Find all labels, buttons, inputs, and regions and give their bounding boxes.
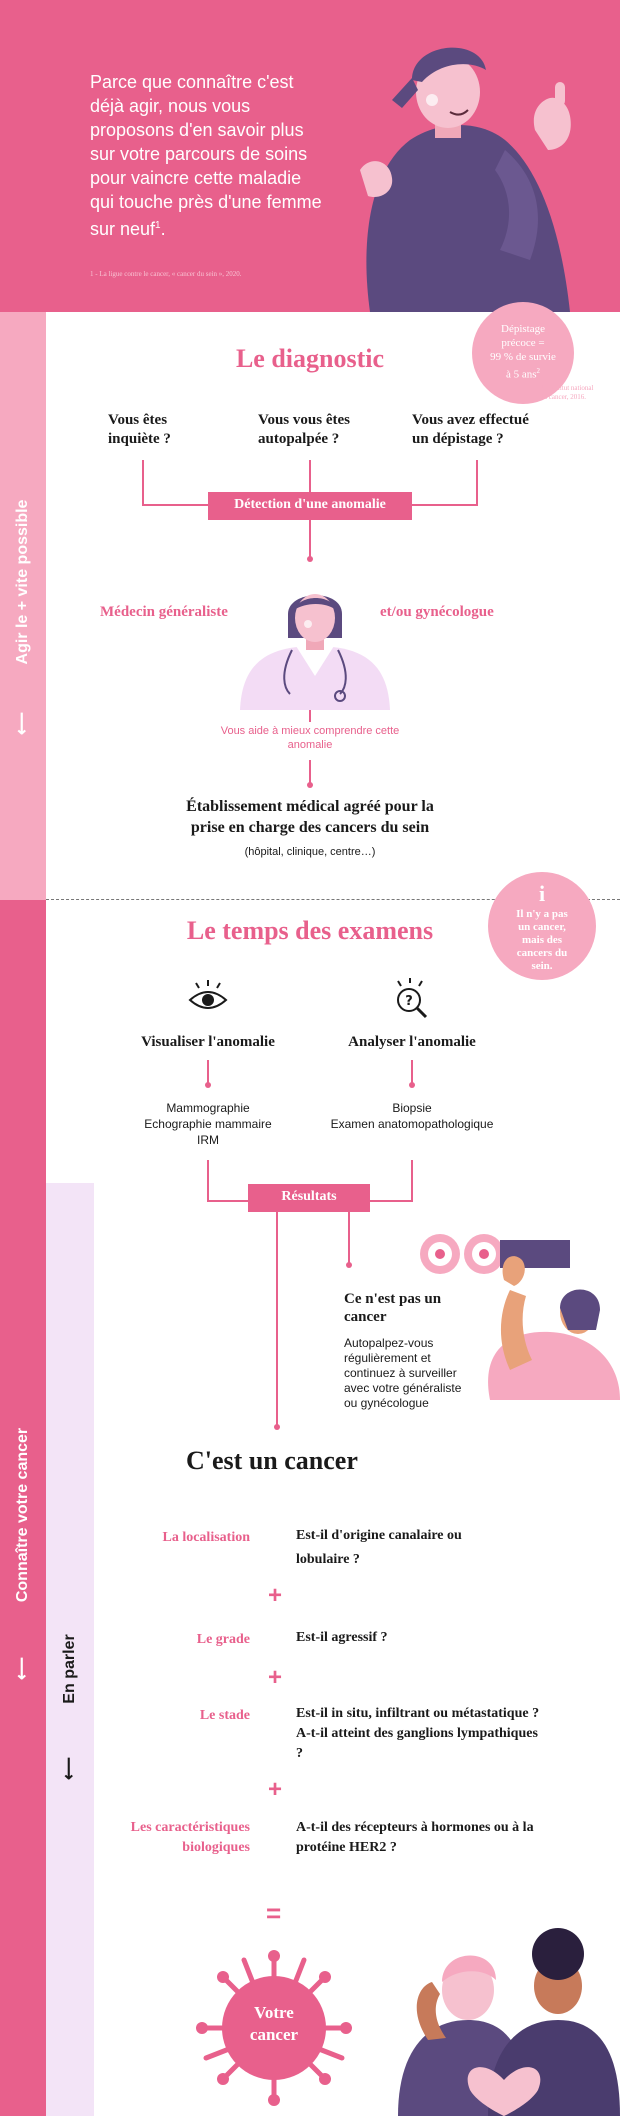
question-inquiete: Vous êtes inquiète ? (108, 412, 171, 447)
badge-line-4 (472, 364, 574, 382)
plus-3: + (268, 1776, 283, 1803)
connector-q1 (142, 460, 144, 506)
magnifier-question-icon (392, 976, 430, 1020)
row-localisation-label: La localisation (162, 1530, 250, 1545)
connector-detection-down (309, 520, 311, 558)
doctor-cheek (304, 620, 312, 628)
hero-intro-sup: 1 (155, 220, 161, 231)
badge-footnote-1: 2 - Institut national (540, 384, 594, 392)
hero-intro-text: Parce que connaître c'est déjà agir, nous vous proposons d'en savoir plus sur votre parcours de soins pour vaincre cette maladie qui touche près d'une femme sur neuf (90, 72, 322, 239)
info-icon: i (538, 881, 546, 906)
connector-ana-down (411, 1160, 413, 1202)
votre-cancer-label (224, 2002, 324, 2046)
hero-footnote: 1 - La ligue contre le cancer, « cancer du sein », 2020. (90, 270, 242, 278)
binoculars-woman-illustration (400, 1220, 620, 1400)
connector-q2 (309, 460, 311, 494)
resultats-label: Résultats (281, 1189, 337, 1204)
badge-line-4-text: à 5 ans (505, 368, 537, 381)
side-label-agir: Agir le + vite possible (14, 499, 31, 665)
plus-1: + (268, 1582, 283, 1609)
doctor-illustration (236, 584, 394, 710)
row-localisation-text: Est-il d'origine canalaire ou lobulaire ? (296, 1528, 462, 1567)
side-arrow-en-parler: ⟵ (61, 1757, 78, 1780)
diagnostic-title: Le diagnostic (235, 344, 385, 373)
binoc-woman-hair (560, 1290, 600, 1331)
hero-woman-thumb-hand (534, 98, 571, 150)
badge-sup: 2 (536, 367, 541, 375)
etablissement-text: Établissement médical agréé pour la prise en charge des cancers du sein (186, 798, 434, 836)
hero-woman-cheek (426, 94, 438, 106)
connector-etab (309, 760, 311, 784)
binoculars-hand (503, 1256, 525, 1286)
connector-ana (411, 1060, 413, 1084)
row-bio-text: A-t-il des récepteurs à hormones ou à la protéine HER2 ? (296, 1820, 534, 1855)
medecin-label: Médecin généraliste (100, 604, 228, 620)
side-label-connaitre: Connaître votre cancer (14, 1427, 31, 1603)
binoc-woman-arm (501, 1290, 532, 1370)
connector-q3 (476, 460, 478, 506)
row-stade-text: Est-il in situ, infiltrant ou métastatique ? A-t-il atteint des ganglions lympathiques ? (296, 1706, 540, 1761)
dot-pas-cancer (346, 1262, 352, 1268)
connector-to-pas-cancer (348, 1212, 350, 1264)
cancer-title: C'est un cancer (186, 1446, 358, 1475)
row-grade-label: Le grade (196, 1632, 250, 1647)
vis-item-2: Echographie mammaire (144, 1117, 272, 1131)
ana-item-1: Biopsie (392, 1101, 432, 1115)
hug-illustration (388, 1890, 620, 2116)
eye-icon (186, 978, 230, 1012)
hug-right-hair (532, 1928, 584, 1980)
examens-title: Le temps des examens (186, 916, 434, 945)
hero-woman-thumb (555, 82, 565, 106)
ana-item-2: Examen anatomopathologique (330, 1117, 494, 1131)
aide-text: Vous aide à mieux comprendre cette anomalie (220, 725, 400, 751)
hero-woman-scarf-knot (392, 78, 418, 108)
question-autopalpee: Vous vous êtes autopalpée ? (258, 412, 350, 447)
connector-vis (207, 1060, 209, 1084)
plus-2: + (268, 1664, 283, 1691)
badge-line-1: Dépistage (501, 323, 545, 335)
connector-to-cancer (276, 1212, 278, 1426)
connector-vis-down (207, 1160, 209, 1202)
votre-word: Votre (254, 2003, 294, 2022)
side-arrow-connaitre: ⟵ (14, 1657, 31, 1680)
side-arrow-agir: ⟵ (14, 712, 31, 735)
equals-sign: = (266, 1898, 282, 1928)
dot-detection (307, 556, 313, 562)
side-label-en-parler: En parler (61, 1634, 78, 1704)
pas-cancer-title: Ce n'est pas un cancer (344, 1291, 442, 1325)
hero-woman-illustration (330, 20, 620, 312)
visualiser-label: Visualiser l'anomalie (141, 1034, 275, 1050)
detection-label: Détection d'une anomalie (234, 497, 386, 512)
vis-item-3: IRM (197, 1133, 219, 1147)
connector-doctor (309, 710, 311, 722)
dot-cancer (274, 1424, 280, 1430)
gyneco-label: et/ou gynécologue (380, 604, 494, 620)
question-depistage: Vous avez effectué un dépistage ? (412, 412, 529, 447)
badge-line-3: 99 % de survie (490, 351, 556, 363)
vis-item-1: Mammographie (166, 1101, 250, 1115)
hero-intro (90, 70, 330, 241)
badge-footnote-2: du cancer, 2016. (540, 393, 586, 401)
analyser-label: Analyser l'anomalie (348, 1034, 476, 1050)
badge-footnote (540, 384, 593, 402)
etablissement-sub: (hôpital, clinique, centre…) (244, 846, 376, 858)
info-badge (488, 872, 596, 980)
analyser-list (312, 1100, 512, 1132)
info-text: Il n'y a pas un cancer, mais des cancers du sein. (516, 908, 568, 972)
badge-line-2: précoce = (501, 337, 545, 349)
dot-ana (409, 1082, 415, 1088)
pas-cancer-text: Autopalpez-vous régulièrement et continuez à surveiller avec votre généraliste ou gynécologue (344, 1336, 462, 1410)
row-bio-label: Les caractéristiques biologiques (130, 1820, 250, 1855)
visualiser-list (108, 1100, 308, 1148)
dot-etab (307, 782, 313, 788)
hug-arm (417, 1982, 446, 2040)
svg-text:?: ? (405, 994, 413, 1009)
dot-vis (205, 1082, 211, 1088)
row-grade-text: Est-il agressif ? (296, 1630, 388, 1645)
badge-text (472, 302, 574, 382)
row-stade-label: Le stade (199, 1708, 250, 1723)
cancer-word: cancer (249, 2025, 299, 2044)
hero-intro-end: . (160, 219, 166, 239)
hero-woman-body (366, 125, 570, 312)
